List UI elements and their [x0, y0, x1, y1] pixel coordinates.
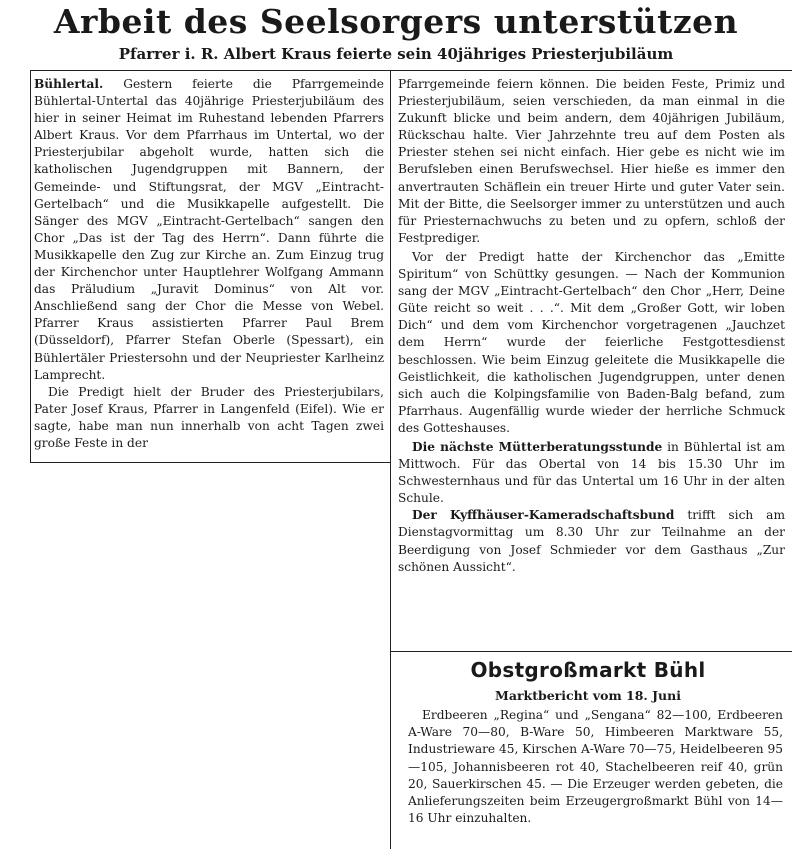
article-headline: Arbeit des Seelsorgers unterstützen — [53, 2, 739, 41]
dateline: Bühlertal. — [34, 77, 104, 91]
article-paragraph-1-text: Gestern feierte die Pfarrgemeinde Bühlertal-Untertal das 40jährige Priesterjubiläum des hier in seiner Heimat im Ruhestand lebenden Pfarrers Albert Kraus. Vor dem Pfarrhaus im Untertal, wo der Priesterjubilar abgeholt wurde, hatten sich die katholischen Jugendgruppen mit Bannern, der Gemeinde- und Stiftungsrat, der MGV „Eintracht-Gertelbach“ und die Musikkapelle aufgestellt. Die Sänger des MGV „Eintracht-Gertelbach“ sangen den Chor „Das ist der Tag des Herrn“. Dann führte die Musikkapelle den Zug zur Kirche an. Zum Einzug trug der Kirchenchor unter Hauptlehrer Wolfgang Ammann das Präludium „Juravit Dominus“ von Alt vor. Anschließend sang der Chor die Messe von Webel. Pfarrer Kraus assistierten Pfarrer Paul Brem (Düsseldorf), Pfarrer Stefan Oberle (Spessart), ein Bühlertäler Priestersohn und der Neupriester Karlheinz Lamprecht. — [34, 77, 385, 382]
market-report-text: Erdbeeren „Regina“ und „Sengana“ 82—100, Erdbeeren A-Ware 70—80, B-Ware 50, Himbeeren Marktware 55, Industrieware 45, Kirschen A-Ware 70—75, Heidelbeeren 95—105, Johannisbeeren rot 40, Stachelbeeren reif 40, grün 20, Sauerkirschen 45. — Die Erzeuger werden gebeten, die Anlieferungszeiten beim Erzeugergroßmarkt Bühl von 14—16 Uhr einzuhalten. — [408, 708, 783, 826]
article-paragraph-1 — [34, 76, 384, 384]
notice-kyffhaeuser — [398, 507, 785, 575]
notice-kyffhaeuser-lead: Der Kyffhäuser-Kameradschaftsbund — [412, 508, 675, 523]
article-subheadline: Pfarrer i. R. Albert Kraus feierte sein 40jähriges Priesterjubiläum — [118, 45, 674, 63]
article-column-2 — [398, 76, 785, 576]
notice-mutterberatung — [398, 439, 785, 507]
market-title: Obstgroßmarkt Bühl — [470, 658, 706, 682]
notice-mutterberatung-lead: Die nächste Mütterberatungsstunde — [412, 439, 663, 454]
column-divider — [390, 70, 391, 849]
top-rule — [30, 70, 792, 71]
market-subtitle: Marktbericht vom 18. Juni — [495, 688, 681, 703]
market-report — [408, 707, 783, 827]
left-column-border — [30, 70, 31, 462]
market-top-rule — [390, 651, 792, 652]
left-column-bottom-rule — [30, 462, 390, 463]
article-paragraph-3: Pfarrgemeinde feiern können. Die beiden Feste, Primiz und Priesterjubiläum, seien verschieden, da man einmal in die Zukunft blicke und beim andern, dem 40jährigen Jubiläum, Rückschau halte. Vier Jahrzehnte treu auf dem Posten als Priester stehen sei nicht einfach. Hier gebe es nicht wie im Berufsleben einen Berufswechsel. Hier hieße es immer den anvertrauten Schäflein ein treuer Hirte und guter Vater sein. Mit der Bitte, die Seelsorger immer zu unterstützen und auch für Priesternachwuchs zu beten und zu opfern, schloß der Festprediger. — [398, 77, 785, 245]
article-paragraph-2: Die Predigt hielt der Bruder des Priesterjubilars, Pater Josef Kraus, Pfarrer in Langenfeld (Eifel). Wie er sagte, habe man nun innerhalb von acht Tagen zwei große Feste in der — [34, 384, 384, 450]
notice-kyffhaeuser-text: trifft sich am Dienstagvormittag um 8.30 Uhr zur Teilnahme an der Beerdigung von Josef Schmieder vor dem Gasthaus „Zur schönen Aussicht“. — [398, 508, 785, 574]
article-column-1 — [34, 76, 384, 452]
article-paragraph-4: Vor der Predigt hatte der Kirchenchor das „Emitte Spiritum“ von Schüttky gesungen. — Nach der Kommunion sang der MGV „Eintracht-Gertelbach“ den Chor „Herr, Deine Güte reicht so weit . . .“. Mit dem „Großer Gott, wir loben Dich“ und dem vom Kirchenchor vorgetragenen „Jauchzet dem Herrn“ wurde der feierliche Festgottesdienst beschlossen. Wie beim Einzug geleitete die Musikkapelle die Geistlichkeit, die katholischen Jugendgruppen, unter denen sich auch die Kolpingsfamilie von Baden-Balg befand, zum Pfarrhaus. Augenfällig wurde wieder der herrliche Schmuck des Gotteshauses. — [398, 249, 785, 435]
notice-mutterberatung-text: in Bühlertal ist am Mittwoch. Für das Obertal von 14 bis 15.30 Uhr im Schwesternhaus und für das Untertal um 16 Uhr in der alten Schule. — [398, 439, 785, 506]
